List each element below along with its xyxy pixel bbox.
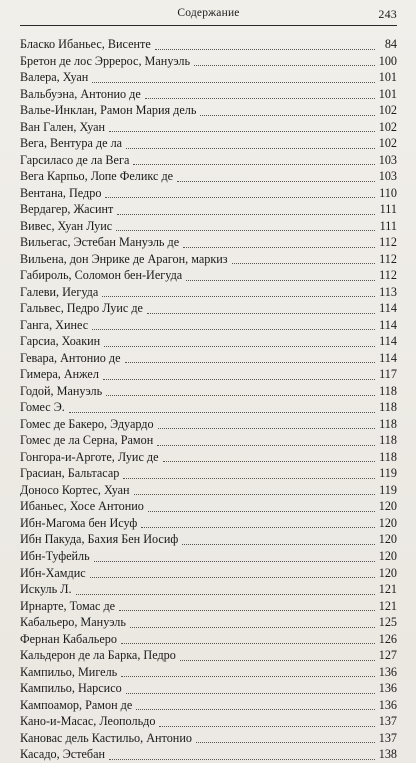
toc-entry xyxy=(20,350,397,367)
toc-entry-page: 103 xyxy=(378,152,397,167)
toc-entry xyxy=(20,465,397,482)
dot-leader xyxy=(194,65,375,66)
table-of-contents xyxy=(20,36,397,763)
toc-entry xyxy=(20,730,397,747)
toc-entry-name: Ганга, Хинес xyxy=(20,317,89,332)
toc-entry-name: Вердагер, Жасинт xyxy=(20,202,114,217)
toc-entry-page: 102 xyxy=(378,119,397,134)
toc-entry-name: Касадо, Эстебан xyxy=(20,747,106,762)
toc-entry-name: Гарсиласо де ла Вега xyxy=(20,152,130,167)
toc-entry xyxy=(20,647,397,664)
toc-entry-page: 101 xyxy=(378,86,397,101)
toc-entry-name: Бласко Ибаньес, Висенте xyxy=(20,37,151,51)
toc-entry xyxy=(20,449,397,466)
toc-entry-name: Вентана, Педро xyxy=(20,185,102,200)
dot-leader xyxy=(141,527,374,528)
dot-leader xyxy=(109,759,375,760)
dot-leader xyxy=(92,82,374,83)
toc-entry-name: Гальвес, Педро Луис де xyxy=(20,301,143,316)
dot-leader xyxy=(121,676,375,677)
dot-leader xyxy=(125,362,375,363)
toc-entry-page: 118 xyxy=(379,449,397,464)
dot-leader xyxy=(90,577,375,578)
toc-entry-name: Ибн-Туфейль xyxy=(20,548,90,563)
toc-entry xyxy=(20,366,397,383)
toc-entry-name: Валье-Инклан, Рамон Мария дель xyxy=(20,103,197,118)
dot-leader xyxy=(126,693,375,694)
header-rule xyxy=(20,25,397,26)
toc-entry-name: Вильена, дон Энрике де Арагон, маркиз xyxy=(20,251,228,266)
toc-entry xyxy=(20,631,397,648)
dot-leader xyxy=(136,709,374,710)
toc-entry xyxy=(20,317,397,334)
toc-entry-name: Фернан Кабальеро xyxy=(20,631,117,646)
toc-entry-name: Ибаньес, Хосе Антонио xyxy=(20,499,144,514)
toc-entry xyxy=(20,152,397,169)
section-title: Содержание xyxy=(177,7,240,19)
dot-leader xyxy=(134,494,375,495)
dot-leader xyxy=(94,561,375,562)
toc-entry-page: 118 xyxy=(379,433,397,448)
toc-entry-page: 102 xyxy=(378,103,397,118)
toc-entry xyxy=(20,614,397,631)
toc-entry-page: 111 xyxy=(379,202,397,217)
toc-entry xyxy=(20,69,397,86)
toc-entry xyxy=(20,383,397,400)
toc-entry xyxy=(20,119,397,136)
dot-leader xyxy=(69,412,375,413)
toc-entry-name: Кано-и-Масас, Леопольдо xyxy=(20,714,156,729)
toc-entry xyxy=(20,680,397,697)
dot-leader xyxy=(130,627,375,628)
dot-leader xyxy=(133,164,374,165)
toc-entry-page: 138 xyxy=(378,747,397,762)
toc-entry-page: 101 xyxy=(378,70,397,85)
dot-leader xyxy=(145,98,375,99)
toc-entry-page: 118 xyxy=(379,400,397,415)
dot-leader xyxy=(157,445,375,446)
dot-leader xyxy=(116,230,375,231)
dot-leader xyxy=(155,49,375,50)
toc-entry xyxy=(20,218,397,235)
toc-entry xyxy=(20,86,397,103)
dot-leader xyxy=(180,660,375,661)
toc-entry xyxy=(20,333,397,350)
toc-entry-name: Ван Гален, Хуан xyxy=(20,119,106,134)
toc-entry-page: 100 xyxy=(378,53,397,68)
dot-leader xyxy=(126,148,375,149)
toc-entry xyxy=(20,267,397,284)
toc-entry-page: 120 xyxy=(378,565,397,580)
toc-entry xyxy=(20,432,397,449)
dot-leader xyxy=(76,594,375,595)
toc-entry xyxy=(20,531,397,548)
dot-leader xyxy=(121,643,375,644)
dot-leader xyxy=(117,214,375,215)
toc-entry-page: 119 xyxy=(379,466,397,481)
toc-entry xyxy=(20,565,397,582)
dot-leader xyxy=(200,115,374,116)
dot-leader xyxy=(109,131,375,132)
toc-entry xyxy=(20,36,397,53)
toc-entry-name: Гарсиа, Хоакин xyxy=(20,334,101,349)
toc-entry xyxy=(20,581,397,598)
toc-entry-name: Бретон де лос Эррерос, Мануэль xyxy=(20,53,191,68)
toc-entry xyxy=(20,284,397,301)
dot-leader xyxy=(196,742,375,743)
toc-entry-name: Гимера, Анжел xyxy=(20,367,99,382)
toc-entry xyxy=(20,598,397,615)
toc-entry-name: Вега Карпьо, Лопе Феликс де xyxy=(20,169,174,184)
toc-entry-name: Ирнарте, Томас де xyxy=(20,598,116,613)
toc-entry-page: 136 xyxy=(378,664,397,679)
toc-entry-page: 102 xyxy=(378,136,397,151)
toc-entry-name: Гомес де ла Серна, Рамон xyxy=(20,433,154,448)
toc-entry-name: Ибн-Хамдис xyxy=(20,565,86,580)
toc-entry-page: 121 xyxy=(378,598,397,613)
running-header xyxy=(20,7,397,25)
toc-entry xyxy=(20,664,397,681)
dot-leader xyxy=(105,197,375,198)
toc-entry-name: Искуль Л. xyxy=(20,582,72,597)
toc-entry-page: 120 xyxy=(378,532,397,547)
toc-entry-page: 110 xyxy=(379,185,397,200)
toc-entry xyxy=(20,548,397,565)
toc-entry xyxy=(20,697,397,714)
dot-leader xyxy=(104,346,375,347)
dot-leader xyxy=(92,329,375,330)
toc-entry-name: Габироль, Соломон бен-Иегуда xyxy=(20,268,183,283)
toc-entry-page: 84 xyxy=(384,37,397,51)
dot-leader xyxy=(102,296,375,297)
toc-entry xyxy=(20,482,397,499)
page-number: 243 xyxy=(378,7,397,21)
toc-entry-page: 136 xyxy=(378,681,397,696)
toc-entry-page: 137 xyxy=(378,714,397,729)
toc-entry-name: Вивес, Хуан Луис xyxy=(20,218,113,233)
toc-entry-name: Гомес де Бакеро, Эдуардо xyxy=(20,416,154,431)
dot-leader xyxy=(186,280,375,281)
toc-entry-page: 113 xyxy=(379,284,397,299)
toc-entry-page: 118 xyxy=(379,416,397,431)
toc-entry-name: Кампильо, Мигель xyxy=(20,664,118,679)
toc-entry-name: Ибн-Магома бен Исуф xyxy=(20,515,138,530)
dot-leader xyxy=(103,379,375,380)
toc-entry-page: 111 xyxy=(379,218,397,233)
toc-entry-page: 114 xyxy=(379,301,397,316)
toc-entry-page: 112 xyxy=(379,251,397,266)
toc-entry xyxy=(20,168,397,185)
toc-entry xyxy=(20,300,397,317)
toc-entry-name: Вильегас, Эстебан Мануэль де xyxy=(20,235,180,250)
toc-entry xyxy=(20,185,397,202)
toc-entry-name: Гонгора-и-Арготе, Луис де xyxy=(20,449,159,464)
toc-entry-page: 137 xyxy=(378,730,397,745)
toc-entry xyxy=(20,416,397,433)
toc-entry-name: Годой, Мануэль xyxy=(20,383,103,398)
toc-entry xyxy=(20,53,397,70)
dot-leader xyxy=(106,395,375,396)
dot-leader xyxy=(123,478,375,479)
dot-leader xyxy=(182,544,374,545)
toc-entry-name: Кальдерон де ла Барка, Педро xyxy=(20,648,176,663)
dot-leader xyxy=(232,263,375,264)
toc-entry xyxy=(20,399,397,416)
toc-entry-name: Галеви, Иегуда xyxy=(20,284,99,299)
toc-entry xyxy=(20,251,397,268)
toc-entry-page: 103 xyxy=(378,169,397,184)
toc-entry-page: 117 xyxy=(379,367,397,382)
toc-entry-page: 112 xyxy=(379,235,397,250)
toc-entry xyxy=(20,746,397,763)
dot-leader xyxy=(163,461,375,462)
toc-entry-name: Гевара, Антонио де xyxy=(20,350,121,365)
toc-entry-page: 120 xyxy=(378,499,397,514)
toc-entry-page: 119 xyxy=(379,482,397,497)
toc-entry-name: Кампоамор, Рамон де xyxy=(20,697,133,712)
toc-entry-page: 126 xyxy=(378,631,397,646)
toc-entry xyxy=(20,234,397,251)
toc-entry-page: 114 xyxy=(379,350,397,365)
toc-entry-page: 121 xyxy=(378,582,397,597)
toc-entry-page: 136 xyxy=(378,697,397,712)
toc-entry-page: 120 xyxy=(378,515,397,530)
toc-entry-name: Грасиан, Бальтасар xyxy=(20,466,120,481)
toc-entry xyxy=(20,201,397,218)
toc-entry xyxy=(20,135,397,152)
dot-leader xyxy=(148,511,375,512)
toc-entry-page: 127 xyxy=(378,648,397,663)
dot-leader xyxy=(147,313,375,314)
dot-leader xyxy=(159,726,374,727)
toc-entry-page: 112 xyxy=(379,268,397,283)
toc-entry-page: 118 xyxy=(379,383,397,398)
toc-entry-page: 125 xyxy=(378,615,397,630)
dot-leader xyxy=(183,247,375,248)
toc-entry-name: Доносо Кортес, Хуан xyxy=(20,482,130,497)
toc-entry-name: Валера, Хуан xyxy=(20,70,89,85)
toc-entry xyxy=(20,515,397,532)
toc-entry-page: 114 xyxy=(379,334,397,349)
toc-entry-name: Вега, Вентура де ла xyxy=(20,136,123,151)
toc-entry xyxy=(20,102,397,119)
dot-leader xyxy=(119,610,375,611)
toc-entry-page: 114 xyxy=(379,317,397,332)
dot-leader xyxy=(158,428,375,429)
toc-entry-name: Вальбуэна, Антонио де xyxy=(20,86,141,101)
toc-entry-name: Гомес Э. xyxy=(20,400,65,415)
dot-leader xyxy=(177,181,375,182)
toc-entry-name: Кабальеро, Мануэль xyxy=(20,615,126,630)
toc-entry xyxy=(20,498,397,515)
toc-entry-name: Кампильо, Нарсисо xyxy=(20,681,122,696)
toc-entry xyxy=(20,713,397,730)
toc-entry-name: Кановас дель Кастильо, Антонио xyxy=(20,730,192,745)
toc-entry-page: 120 xyxy=(378,548,397,563)
toc-entry-name: Ибн Пакуда, Бахия Бен Иосиф xyxy=(20,532,179,547)
